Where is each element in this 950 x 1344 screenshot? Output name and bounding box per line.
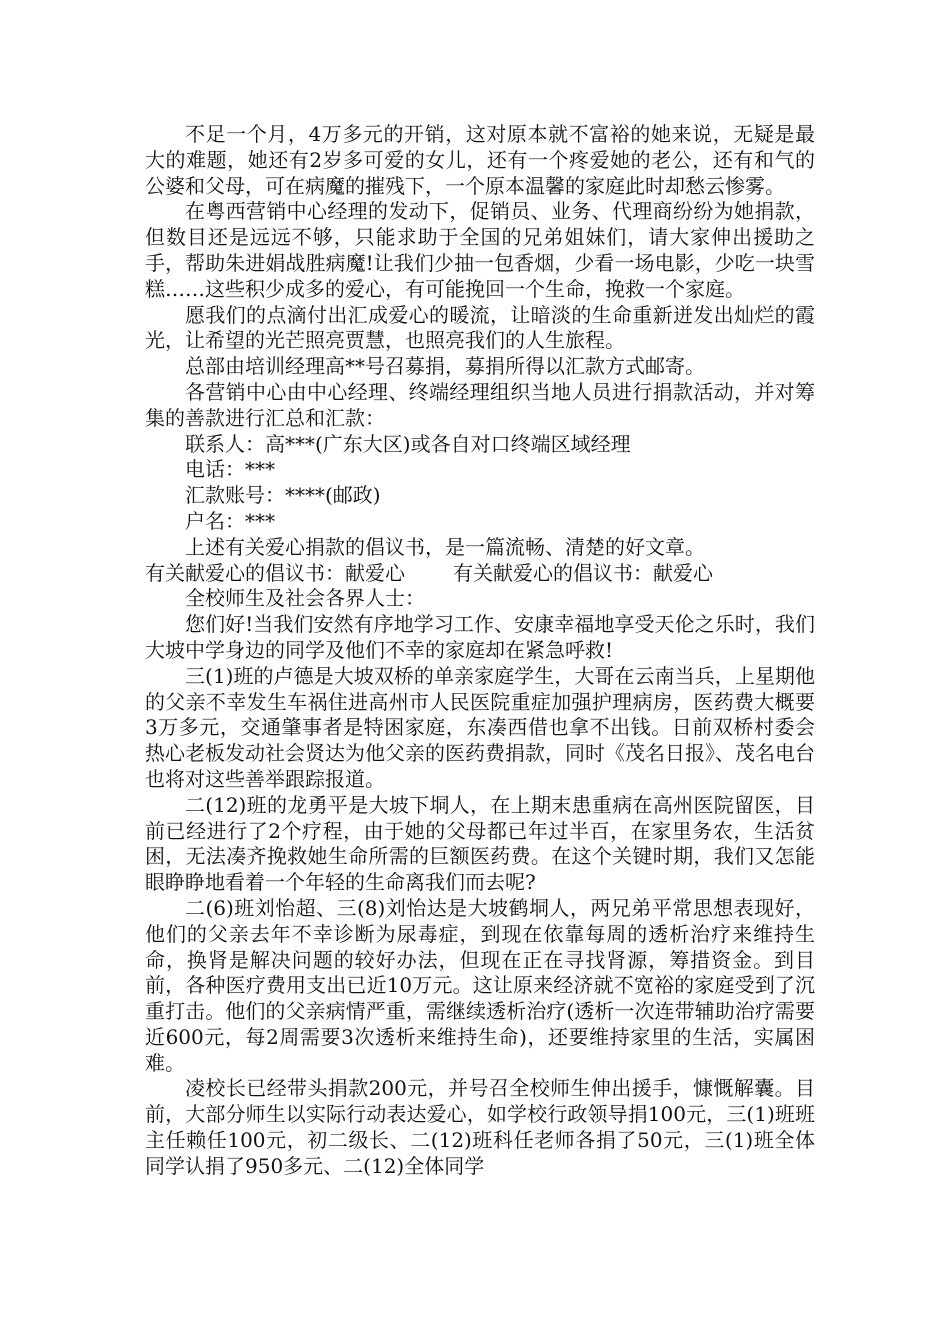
- section-title-right: 有关献爱心的倡议书：献爱心: [453, 560, 713, 585]
- paragraph: 二(6)班刘怡超、三(8)刘怡达是大坡鹤垌人，两兄弟平常思想表现好，他们的父亲去年不幸诊断为尿毒症，到现在依靠每周的透析治疗来维持生命，换肾是解决问题的较好办法，但现在正在寻找肾源，筹措资金。到目前，各种医疗费用支出已近10万元。这让原来经济就不宽裕的家庭受到了沉重打击。他们的父亲病情严重，需继续透析治疗(透析一次连带辅助治疗需要近600元，每2周需要3次透析来维持生命)，还要维持家里的生活，实属困难。: [145, 895, 815, 1075]
- section-title-left: 有关献爱心的倡议书：献爱心: [145, 560, 405, 585]
- paragraph: 上述有关爱心捐款的倡议书，是一篇流畅、清楚的好文章。: [185, 534, 705, 559]
- paragraph: 愿我们的点滴付出汇成爱心的暖流，让暗淡的生命重新迸发出灿烂的霞光，让希望的光芒照亮贾慧，也照亮我们的人生旅程。: [145, 302, 815, 353]
- remittance-account: 汇款账号：****(邮政): [185, 483, 381, 508]
- paragraph: 您们好!当我们安然有序地学习工作、安康幸福地享受天伦之乐时，我们大坡中学身边的同学及他们不幸的家庭却在紧急呼救!: [145, 612, 815, 662]
- paragraph: 各营销中心由中心经理、终端经理组织当地人员进行捐款活动，并对筹集的善款进行汇总和汇款：: [145, 379, 815, 430]
- paragraph: 总部由培训经理高**号召募捐，募捐所得以汇款方式邮寄。: [185, 354, 705, 379]
- paragraph: 三(1)班的卢德是大坡双桥的单亲家庭学生，大哥在云南当兵，上星期他的父亲不幸发生车祸住进高州市人民医院重症加强护理病房，医药费大概要3万多元，交通肇事者是特困家庭，东凑西借也拿不出钱。日前双桥村委会热心老板发动社会贤达为他父亲的医药费捐款，同时《茂名日报》、茂名电台也将对这些善举跟踪报道。: [145, 663, 815, 791]
- contact-person: 联系人：高***(广东大区)或各自对口终端区域经理: [185, 431, 631, 456]
- document-body: [145, 122, 815, 1180]
- paragraph: 凌校长已经带头捐款200元，并号召全校师生伸出援手，慷慨解囊。目前，大部分师生以实际行动表达爱心，如学校行政领导捐100元，三(1)班班主任赖任100元，初二级长、二(12)班科任老师各捐了50元，三(1)班全体同学认捐了950多元、二(12)全体同学: [145, 1076, 815, 1178]
- paragraph: 在粤西营销中心经理的发动下，促销员、业务、代理商纷纷为她捐款，但数目还是远远不够，只能求助于全国的兄弟姐妹们，请大家伸出援助之手，帮助朱进娟战胜病魔!让我们少抽一包香烟，少看一场电影，少吃一块雪糕……这些积少成多的爱心，有可能挽回一个生命，挽救一个家庭。: [145, 199, 815, 301]
- paragraph: 二(12)班的龙勇平是大坡下垌人，在上期末患重病在高州医院留医，目前已经进行了2个疗程，由于她的父母都已年过半百，在家里务农，生活贫困，无法凑齐挽救她生命所需的巨额医药费。在这个关键时期，我们又怎能眼睁睁地看着一个年轻的生命离我们而去呢?: [145, 792, 815, 895]
- contact-phone: 电话：***: [185, 457, 275, 482]
- salutation: 全校师生及社会各界人士：: [185, 586, 425, 611]
- section-titles: [145, 561, 815, 587]
- account-name: 户名：***: [185, 508, 275, 533]
- paragraph: 不足一个月，4万多元的开销，这对原本就不富裕的她来说，无疑是最大的难题，她还有2岁多可爱的女儿，还有一个疼爱她的老公，还有和气的公婆和父母，可在病魔的摧残下，一个原本温馨的家庭此时却愁云惨雾。: [145, 122, 815, 198]
